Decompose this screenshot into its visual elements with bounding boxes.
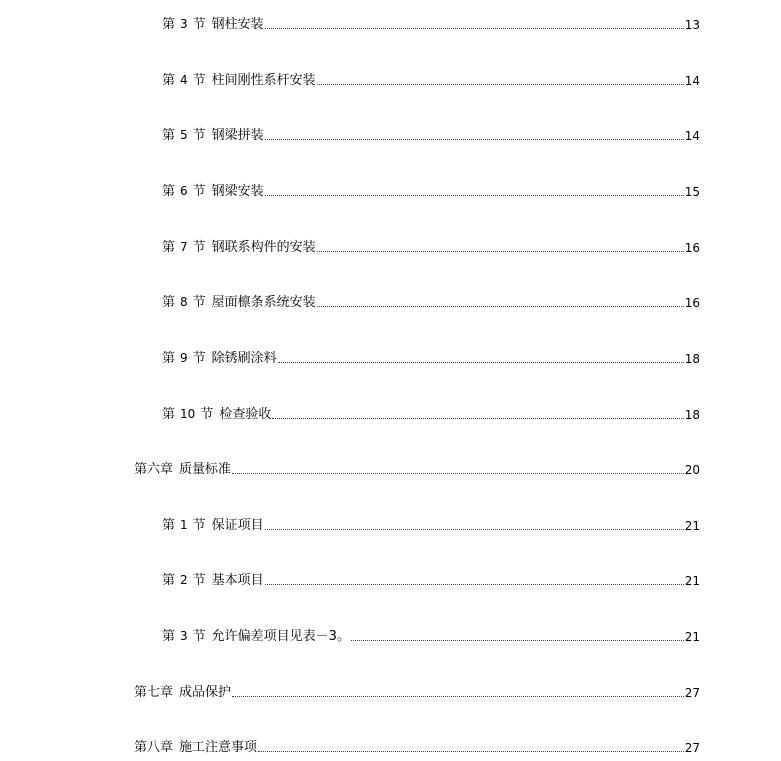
page-number: 14 — [684, 74, 700, 88]
section-title: 除锈刷涂料 — [211, 351, 277, 366]
dot-leader — [265, 138, 684, 140]
section-unit: 节 — [192, 295, 206, 310]
page-number: 21 — [684, 574, 700, 588]
page-number: 27 — [684, 741, 700, 755]
section-title: 允许偏差项目见表－3。 — [211, 629, 350, 644]
dot-leader — [258, 750, 684, 752]
toc-entry[interactable] — [162, 403, 700, 423]
section-title: 保证项目 — [211, 518, 264, 533]
page-number: 14 — [684, 129, 700, 143]
chapter-title: 施工注意事项 — [179, 740, 258, 755]
section-number: 5 — [180, 128, 188, 142]
dot-leader — [317, 250, 684, 252]
section-unit: 节 — [192, 240, 206, 255]
section-title: 检查验收 — [219, 407, 272, 422]
toc-entry[interactable] — [162, 514, 700, 534]
section-prefix: 第 — [162, 295, 176, 310]
toc-entry[interactable] — [162, 569, 700, 589]
page-number: 15 — [684, 185, 700, 199]
page-number: 21 — [684, 519, 700, 533]
section-number: 8 — [180, 295, 188, 309]
dot-leader — [232, 695, 684, 697]
toc-entry[interactable] — [162, 291, 700, 311]
toc-entry-title — [134, 740, 257, 756]
page-number: 18 — [684, 352, 700, 366]
toc-chapter-entry[interactable] — [134, 681, 700, 701]
section-prefix: 第 — [162, 351, 176, 366]
toc-entry[interactable] — [162, 69, 700, 89]
section-unit: 节 — [192, 17, 206, 32]
dot-leader — [317, 83, 684, 85]
section-number: 10 — [180, 407, 196, 421]
page-number: 18 — [684, 408, 700, 422]
section-number: 3 — [180, 17, 188, 31]
section-prefix: 第 — [162, 184, 176, 199]
dot-leader — [232, 472, 684, 474]
section-unit: 节 — [192, 128, 206, 143]
toc-entry[interactable] — [162, 180, 700, 200]
section-number: 6 — [180, 184, 188, 198]
section-title: 钢联系构件的安装 — [211, 240, 316, 255]
page-number: 16 — [684, 296, 700, 310]
toc-entry[interactable] — [162, 625, 700, 645]
toc-entry-title — [162, 572, 264, 589]
toc-entry-title — [162, 239, 316, 256]
toc-entry-title — [162, 294, 316, 311]
dot-leader — [265, 528, 684, 530]
chapter-title: 成品保护 — [179, 685, 232, 700]
section-unit: 节 — [192, 184, 206, 199]
dot-leader — [265, 27, 684, 29]
dot-leader — [351, 639, 684, 641]
toc-chapter-entry[interactable] — [134, 458, 700, 478]
toc-entry-title — [162, 350, 277, 367]
toc-entry-title — [162, 406, 271, 423]
section-prefix: 第 — [162, 240, 176, 255]
page-number: 13 — [684, 18, 700, 32]
section-prefix: 第 — [162, 518, 176, 533]
dot-leader — [265, 194, 684, 196]
section-prefix: 第 — [162, 17, 176, 32]
toc-entry-title — [162, 628, 350, 645]
section-number: 9 — [180, 351, 188, 365]
chapter-heading: 第六章 — [134, 462, 174, 477]
toc-entry-title — [134, 685, 231, 701]
section-prefix: 第 — [162, 407, 176, 422]
dot-leader — [265, 583, 684, 585]
section-prefix: 第 — [162, 128, 176, 143]
toc-chapter-entry[interactable] — [134, 736, 700, 756]
page-number: 21 — [684, 630, 700, 644]
toc-entry[interactable] — [162, 347, 700, 367]
section-title: 柱间刚性系杆安装 — [211, 73, 316, 88]
toc-entry-title — [162, 183, 264, 200]
toc-entry-title — [134, 462, 231, 478]
section-unit: 节 — [200, 407, 214, 422]
section-unit: 节 — [192, 351, 206, 366]
page-number: 20 — [684, 463, 700, 477]
dot-leader — [272, 417, 683, 419]
chapter-heading: 第八章 — [134, 740, 174, 755]
section-unit: 节 — [192, 629, 206, 644]
section-title: 钢梁安装 — [211, 184, 264, 199]
section-prefix: 第 — [162, 73, 176, 88]
dot-leader — [278, 361, 684, 363]
section-title: 钢梁拼装 — [211, 128, 264, 143]
chapter-heading: 第七章 — [134, 685, 174, 700]
section-number: 1 — [180, 518, 188, 532]
toc-entry[interactable] — [162, 13, 700, 33]
section-unit: 节 — [192, 73, 206, 88]
section-number: 4 — [180, 73, 188, 87]
dot-leader — [317, 305, 684, 307]
section-number: 3 — [180, 629, 188, 643]
section-title: 基本项目 — [211, 573, 264, 588]
section-number: 2 — [180, 573, 188, 587]
section-title: 屋面檩条系统安装 — [211, 295, 316, 310]
chapter-title: 质量标准 — [179, 462, 232, 477]
section-number: 7 — [180, 240, 188, 254]
toc-entry-title — [162, 16, 264, 33]
toc-entry-title — [162, 72, 316, 89]
toc-entry-title — [162, 517, 264, 534]
section-unit: 节 — [192, 518, 206, 533]
page-number: 27 — [684, 686, 700, 700]
page-number: 16 — [684, 241, 700, 255]
toc-entry[interactable] — [162, 124, 700, 144]
section-title: 钢柱安装 — [211, 17, 264, 32]
section-prefix: 第 — [162, 629, 176, 644]
section-prefix: 第 — [162, 573, 176, 588]
toc-entry[interactable] — [162, 236, 700, 256]
toc-entry-title — [162, 127, 264, 144]
section-unit: 节 — [192, 573, 206, 588]
